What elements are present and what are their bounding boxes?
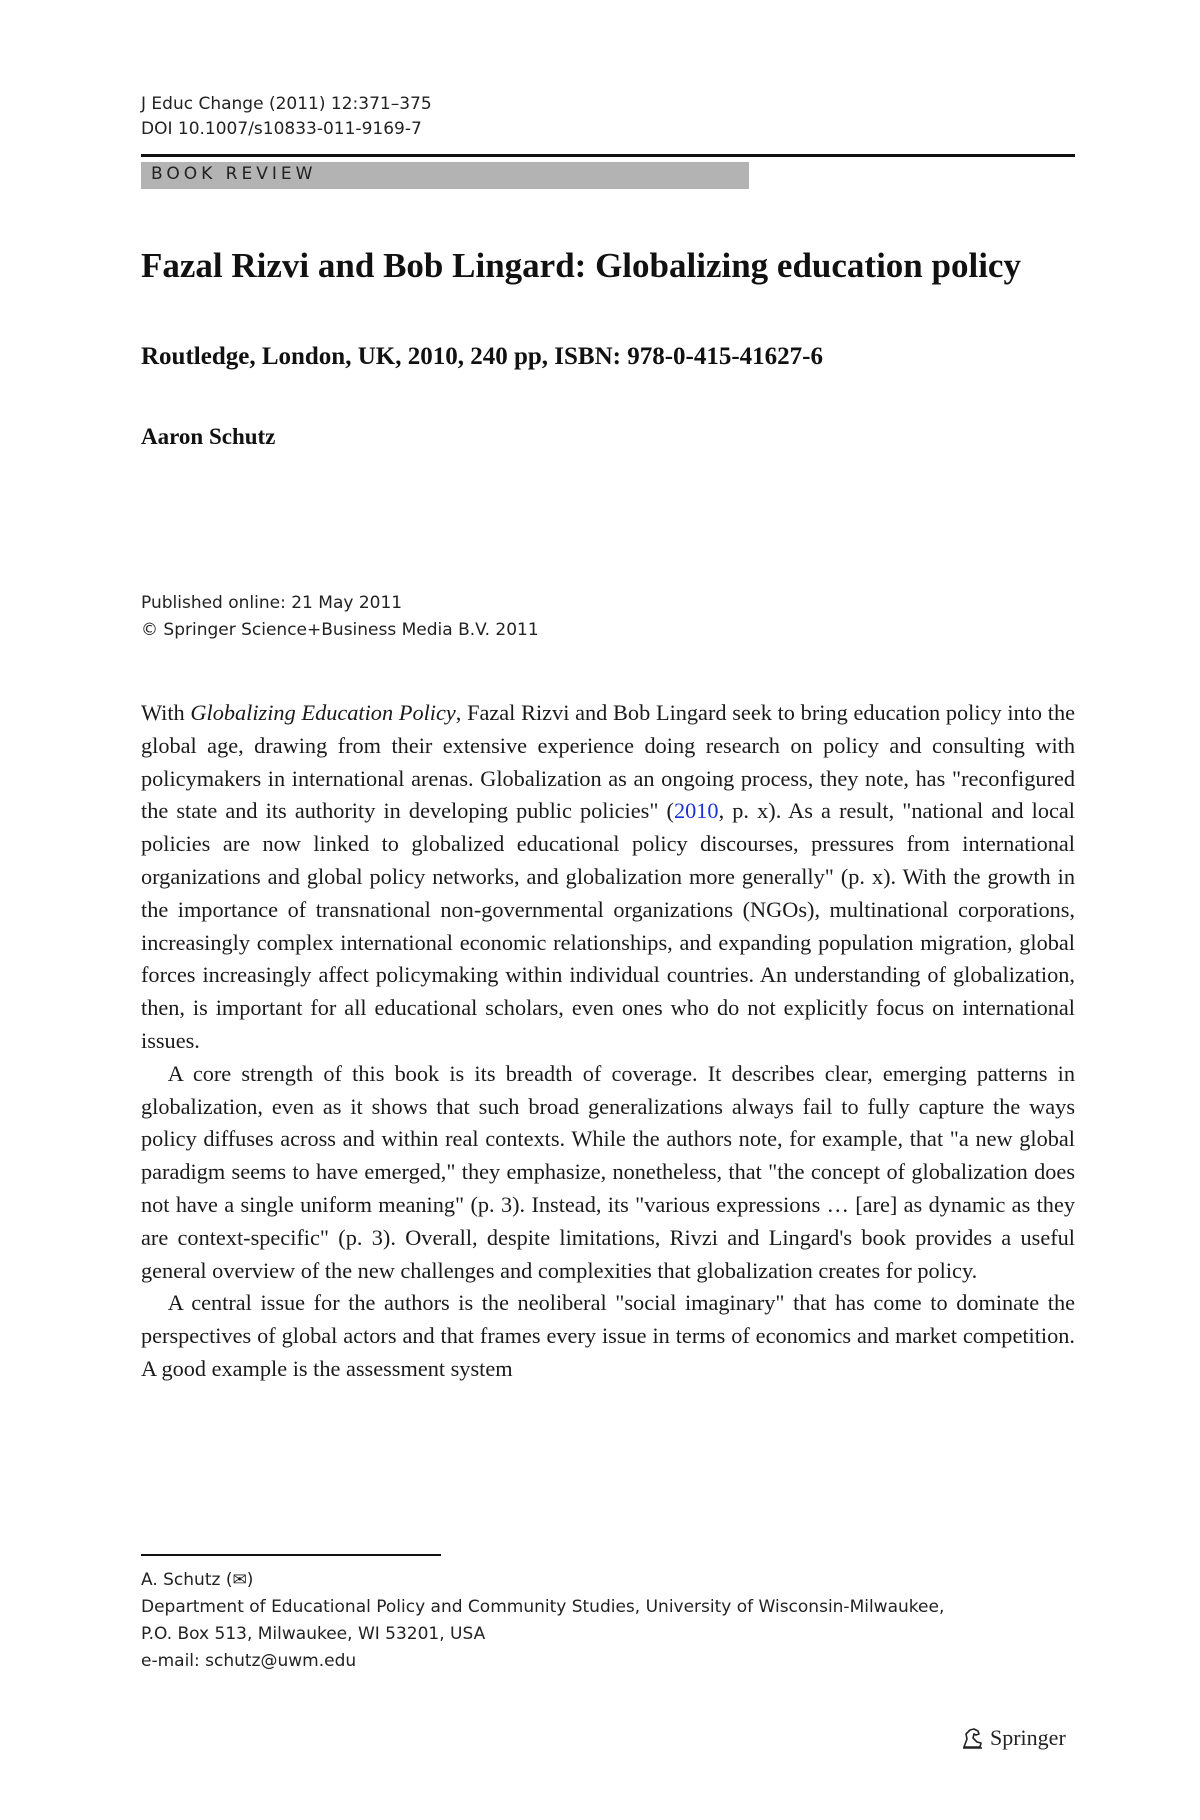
paragraph-2: A core strength of this book is its breadth of coverage. It describes clear, emerging patterns in globalization, even as it shows that such broad generalizations always fail to fully capture the ways policy diffuses across and within real contexts. While the authors note, for example, that "a new global paradigm seems to have emerged," they emphasize, nonetheless, that "the concept of globalization does not have a single uniform meaning" (p. 3). Instead, its "various expressions … [are] as dynamic as they are context-specific" (p. 3). Overall, despite limitations, Rivzi and Lingard's book provides a useful general overview of the new challenges and complexities that globalization creates for policy. [141, 1060, 1075, 1283]
article-author: Aaron Schutz [141, 424, 276, 449]
book-title: Globalizing Education Policy [190, 700, 456, 725]
section-band [141, 162, 749, 189]
doi: DOI 10.1007/s10833-011-9169-7 [141, 119, 422, 139]
author-footnote [141, 1567, 944, 1675]
section-label: BOOK REVIEW [151, 164, 317, 184]
published-date: Published online: 21 May 2011 [141, 593, 403, 613]
journal-header [141, 92, 432, 142]
publisher-name: Springer [990, 1725, 1066, 1750]
citation-link[interactable]: 2010 [673, 798, 719, 824]
article-body [141, 697, 1075, 1386]
article-subtitle: Routledge, London, UK, 2010, 240 pp, ISBN: 978-0-415-41627-6 [141, 343, 824, 370]
publisher-logo [960, 1725, 1066, 1751]
footnote-rule [141, 1554, 441, 1556]
article-title: Fazal Rizvi and Bob Lingard: Globalizing education policy [141, 246, 1021, 285]
springer-horse-icon [960, 1725, 986, 1751]
footnote-department: Department of Educational Policy and Community Studies, University of Wisconsin-Milwaukee, [141, 1597, 945, 1617]
footnote-email: e-mail: schutz@uwm.edu [141, 1651, 357, 1671]
footnote-address: P.O. Box 513, Milwaukee, WI 53201, USA [141, 1624, 486, 1644]
footnote-author-line: A. Schutz (✉) [141, 1570, 254, 1590]
paragraph-3: A central issue for the authors is the neoliberal "social imaginary" that has come to dominate the perspectives of global actors and that frames every issue in terms of economics and market competition. A good example is the assessment system [141, 1290, 1075, 1381]
publication-info [141, 590, 539, 644]
header-rule [141, 154, 1075, 157]
copyright: © Springer Science+Business Media B.V. 2011 [141, 620, 539, 640]
journal-citation: J Educ Change (2011) 12:371–375 [141, 94, 432, 114]
mail-icon: (✉) [225, 1570, 254, 1590]
paragraph-1: With Globalizing Education Policy, Fazal Rizvi and Bob Lingard seek to bring education policy into the global age, drawing from their extensive experience doing research on policy and consulting with policymakers in international arenas. Globalization as an ongoing process, they note, has "reconfigured the state and its authority in developing public policies" (2010, p. x). As a result, "national and local policies are now linked to globalized educational policy discourses, pressures from international organizations and global policy networks, and globalization more generally" (p. x). With the growth in the importance of transnational non-governmental organizations (NGOs), multinational corporations, increasingly complex international economic relationships, and expanding population migration, global forces increasingly affect policymaking within individual countries. An understanding of globalization, then, is important for all educational scholars, even ones who do not explicitly focus on international issues. [141, 700, 1075, 1053]
